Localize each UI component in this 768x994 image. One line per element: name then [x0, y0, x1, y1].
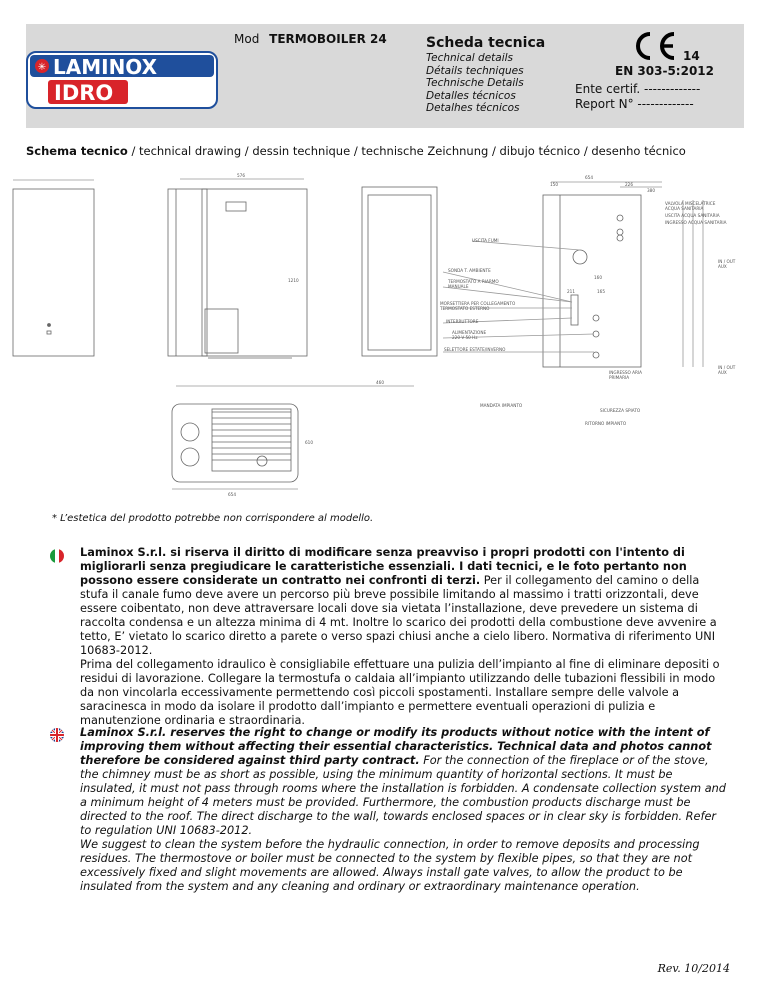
label-ritorno: RITORNO IMPIANTO [585, 421, 627, 426]
english-notice [80, 726, 730, 894]
italian-notice-body2: Prima del collegamento idraulico è consigliabile effettuare una pulizia dell’impianto al fine di eliminare depositi o residui di lavorazione. Collegare la termostufa o caldaia all’impianto utilizzando delle tubazioni flessibili in modo da non vincolarla eccessivamente permettendo così piccoli spostamenti. Installare sempre delle valvole a saracinesca in modo da isolare il prodotto dall’impianto e permettere eventuali operazioni di pulizia e manutenzione ordinaria e straordinaria. [80, 658, 720, 727]
label-acqua-sanitaria: ACQUA SANITARIA [665, 206, 704, 211]
uk-flag-icon [50, 728, 64, 742]
sheet-translation: Detalles técnicos [426, 89, 516, 102]
dim-460: 460 [376, 380, 384, 385]
dim-576: 576 [237, 173, 245, 178]
dim-654: 654 [585, 175, 593, 180]
label-ingresso-aria: INGRESSO ARIA [609, 370, 642, 375]
laminox-idro-logo [26, 49, 218, 113]
label-mandata: MANDATA IMPIANTO [480, 403, 523, 408]
dim-1210: 1210 [288, 278, 299, 283]
brand-top-text: LAMINOX [53, 55, 158, 79]
ce-mark-icon [630, 30, 680, 62]
model-line [234, 32, 387, 46]
label-uscita-fumi: USCITA FUMI [472, 238, 499, 243]
label-alimentazione: ALIMENTAZIONE [452, 330, 487, 335]
label-selettore: SELETTORE ESTATE/INVERNO [444, 347, 506, 352]
sheet-translation: Technical details [426, 52, 514, 64]
certification-info [575, 82, 700, 112]
sheet-translations [426, 52, 524, 115]
section-title-rest: / technical drawing / dessin technique / technische Zeichnung / dibujo técnico / desenho técnico [127, 144, 686, 158]
brand-bottom-text: IDRO [54, 81, 114, 105]
label-termostato: TERMOSTATO A RIARMO [448, 279, 499, 284]
technical-drawing [0, 162, 768, 504]
label-morsettiera: MORSETTIERA PER COLLEGAMENTO [440, 301, 516, 306]
label-in-out-2: IN / OUT [718, 365, 736, 370]
english-notice-body2: We suggest to clean the system before the hydraulic connection, in order to remove deposits and processing residues. The thermostove or boiler must be connected to the system by flexible pipes, so that they are not excessively fixed and slight movements are allowed. Always install gate valves, to allow the product to be insulated from the system and any cleaning and ordinary or extraordinary maintenance operation. [80, 838, 700, 893]
ente-certif: Ente certif. ------------- [575, 82, 701, 96]
english-notice-bold: Laminox S.r.l. reserves the right to change or modify its products without notice with the intent of improving them without affecting their essential characteristics. Technical data and photos cannot therefore be considered against third party contract. [80, 726, 712, 767]
label-valvola: VALVOLA MISCELATRICE [665, 201, 716, 206]
label-aux: AUX [718, 264, 727, 269]
dim-654-top: 654 [228, 492, 236, 497]
label-manuale: MANUALE [448, 284, 469, 289]
italian-notice-body: Per il collegamento del camino o della stufa il canale fumo deve avere un percorso più breve possibile limitando al massimo i tratti orizzontali, deve essere coibentato, non deve attraversare locali dove sia vietata l’installazione, deve prevedere un sistema di raccolta condensa e un altezza minima di 4 mt. Inoltre lo scarico dei prodotti della combustione deve avvenire a tetto, E’ vietato lo scarico diretto a parete o verso spazi chiusi anche a cielo libero. Normativa di riferimento UNI 10683-2012. [80, 574, 717, 657]
label-sicurezza: SICUREZZA SPIATO [600, 408, 641, 413]
dim-150: 150 [550, 182, 558, 187]
label-interruttore: INTERRUTTORE [446, 319, 479, 324]
model-name: TERMOBOILER 24 [269, 32, 387, 46]
mod-label: Mod [234, 32, 260, 46]
label-aux-2: AUX [718, 370, 727, 375]
label-termostato-esterno: TERMOSTATO ESTERNO [440, 306, 490, 311]
front-view-plain [13, 189, 94, 356]
disclaimer: * L’estetica del prodotto potrebbe non corrispondere al modello. [52, 513, 374, 524]
sheet-translation: Detalhes técnicos [426, 102, 520, 114]
ce-number: 14 [683, 49, 700, 63]
sheet-title: Scheda tecnica [426, 35, 546, 51]
dim-610: 610 [305, 440, 313, 445]
dim-165: 165 [597, 289, 605, 294]
label-alimentazione-val: 220 V 50 Hz [452, 335, 478, 340]
revision: Rev. 10/2014 [657, 962, 730, 975]
dim-226: 226 [625, 182, 633, 187]
dim-211: 211 [567, 289, 575, 294]
standard: EN 303-5:2012 [615, 64, 714, 78]
english-notice-body: For the connection of the fireplace or of the stove, the chimney must be as short as possible, using the minimum quantity of horizontal sections. It must be insulated, it must not pass through rooms where the installation is forbidden. A condensate collection system and a minimum height of 4 meters must be provided. Furthermore, the combustion products discharge must be directed to the roof. The direct discharge to the wall, towards enclosed spaces or in clear sky is forbidden. Refer to regulation UNI 10683-2012. [80, 754, 726, 837]
label-primaria: PRIMARIA [609, 375, 630, 380]
italy-flag-icon [50, 549, 64, 563]
dim-160: 160 [594, 275, 602, 280]
svg-text:✳: ✳ [37, 62, 47, 73]
report-number: Report N° ------------- [575, 97, 694, 111]
italian-notice-bold: Laminox S.r.l. si riserva il diritto di modificare senza preavviso i propri prodotti con l'intento di migliorarli senza pregiudicare le caratteristiche essenziali. I dati tecnici, e le foto pertanto non possono essere considerate un contratto nei confronti di terzi. [80, 546, 687, 587]
header-band [26, 24, 744, 128]
sheet-translation: Technische Details [426, 77, 524, 89]
section-title [26, 144, 686, 158]
sheet-translation: Détails techniques [426, 64, 524, 77]
dim-380: 380 [647, 188, 655, 193]
section-title-bold: Schema tecnico [26, 144, 128, 158]
label-uscita-acqua: USCITA ACQUA SANITARIA [665, 213, 720, 218]
label-sonda: SONDA T. AMBIENTE [448, 268, 491, 273]
label-in-out: IN / OUT [718, 259, 736, 264]
italian-notice [80, 546, 730, 728]
label-ingresso-acqua: INGRESSO ACQUA SANITARIA [665, 220, 727, 225]
